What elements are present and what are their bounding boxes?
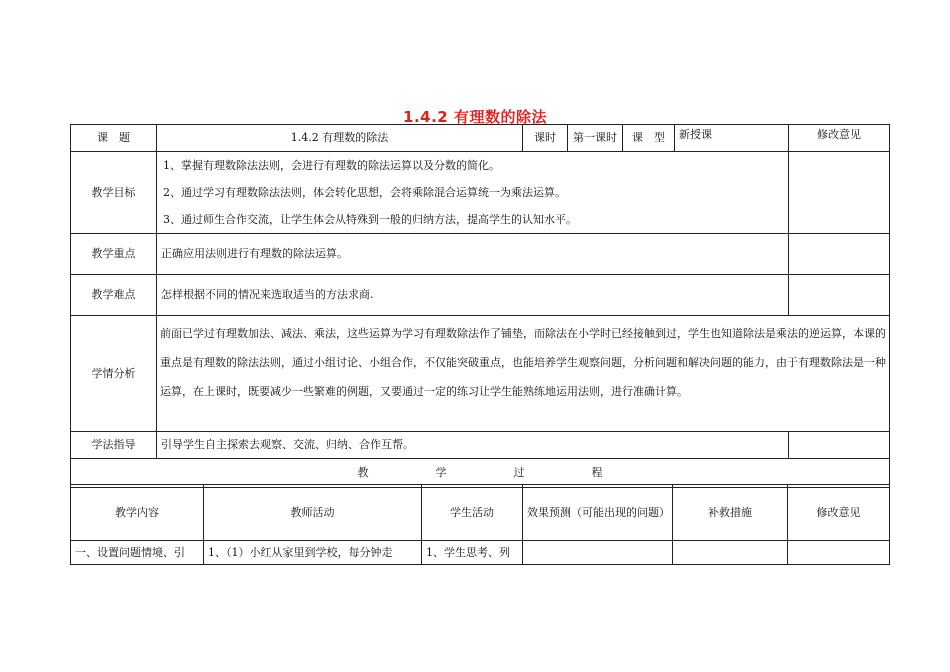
process-content: 一、设置问题情境、引 bbox=[71, 541, 204, 565]
lesson-plan-table bbox=[70, 124, 890, 488]
revise-label: 修改意见 bbox=[789, 125, 890, 152]
col-remedy: 补救措施 bbox=[673, 485, 788, 541]
analysis-label: 学情分析 bbox=[71, 316, 157, 432]
topic-value: 1.4.2 有理数的除法 bbox=[157, 125, 523, 152]
process-remedy bbox=[673, 541, 788, 565]
goals-label: 教学目标 bbox=[71, 152, 157, 234]
difficulty-label: 教学难点 bbox=[71, 275, 157, 316]
col-effect: 效果预测（可能出现的问题） bbox=[523, 485, 673, 541]
goal-item: 1、掌握有理数除法法则，会进行有理数的除法运算以及分数的简化。 bbox=[163, 159, 500, 172]
header-row bbox=[71, 125, 890, 152]
document-title: 1.4.2 有理数的除法 bbox=[403, 108, 547, 126]
process-row bbox=[71, 541, 890, 565]
type-label: 课 型 bbox=[623, 125, 675, 152]
goals-row bbox=[71, 152, 890, 234]
process-teacher: 1、（1）小红从家里到学校，每分钟走 bbox=[204, 541, 422, 565]
col-revise: 修改意见 bbox=[788, 485, 890, 541]
guidance-row bbox=[71, 432, 890, 459]
process-student: 1、学生思考、列 bbox=[422, 541, 523, 565]
guidance-text: 引导学生自主探索去观察、交流、归纳、合作互帮。 bbox=[157, 432, 789, 459]
guidance-revise bbox=[789, 432, 890, 459]
key-point-text: 正确应用法则进行有理数的除法运算。 bbox=[157, 234, 789, 275]
difficulty-text: 怎样根据不同的情况来选取适当的方法求商. bbox=[157, 275, 789, 316]
key-point-revise bbox=[789, 234, 890, 275]
goal-item: 3、通过师生合作交流，让学生体会从特殊到一般的归纳方法，提高学生的认知水平。 bbox=[163, 213, 577, 226]
process-table bbox=[70, 484, 890, 565]
col-student: 学生活动 bbox=[422, 485, 523, 541]
key-point-label: 教学重点 bbox=[71, 234, 157, 275]
difficulty-row bbox=[71, 275, 890, 316]
process-columns-row bbox=[71, 485, 890, 541]
col-content: 教学内容 bbox=[71, 485, 204, 541]
analysis-row bbox=[71, 316, 890, 432]
period-label: 课时 bbox=[523, 125, 568, 152]
key-point-row bbox=[71, 234, 890, 275]
goal-item: 2、通过学习有理数除法法则，体会转化思想，会将乘除混合运算统一为乘法运算。 bbox=[163, 186, 566, 199]
period-value: 第一课时 bbox=[568, 125, 623, 152]
process-revise bbox=[788, 541, 890, 565]
process-effect bbox=[523, 541, 673, 565]
goals-revise bbox=[789, 152, 890, 234]
process-header-text: 教 学 过 程 bbox=[357, 466, 631, 480]
goals-cell bbox=[157, 152, 789, 234]
guidance-label: 学法指导 bbox=[71, 432, 157, 459]
type-value: 新授课 bbox=[675, 125, 789, 152]
analysis-text: 前面已学过有理数加法、减法、乘法，这些运算为学习有理数除法作了铺垫，而除法在小学时已经接触到过，学生也知道除法是乘法的逆运算，本课的重点是有理数的除法法则，通过小组讨论、小组合作，不仅能突破重点，也能培养学生观察问题，分析问题和解决问题的能力，由于有理数除法是一种运算，在上课时，既要减少一些繁难的例题，又要通过一定的练习让学生能熟练地运用法则，进行准确计算。 bbox=[157, 316, 890, 432]
topic-label: 课 题 bbox=[71, 125, 157, 152]
col-teacher: 教师活动 bbox=[204, 485, 422, 541]
difficulty-revise bbox=[789, 275, 890, 316]
